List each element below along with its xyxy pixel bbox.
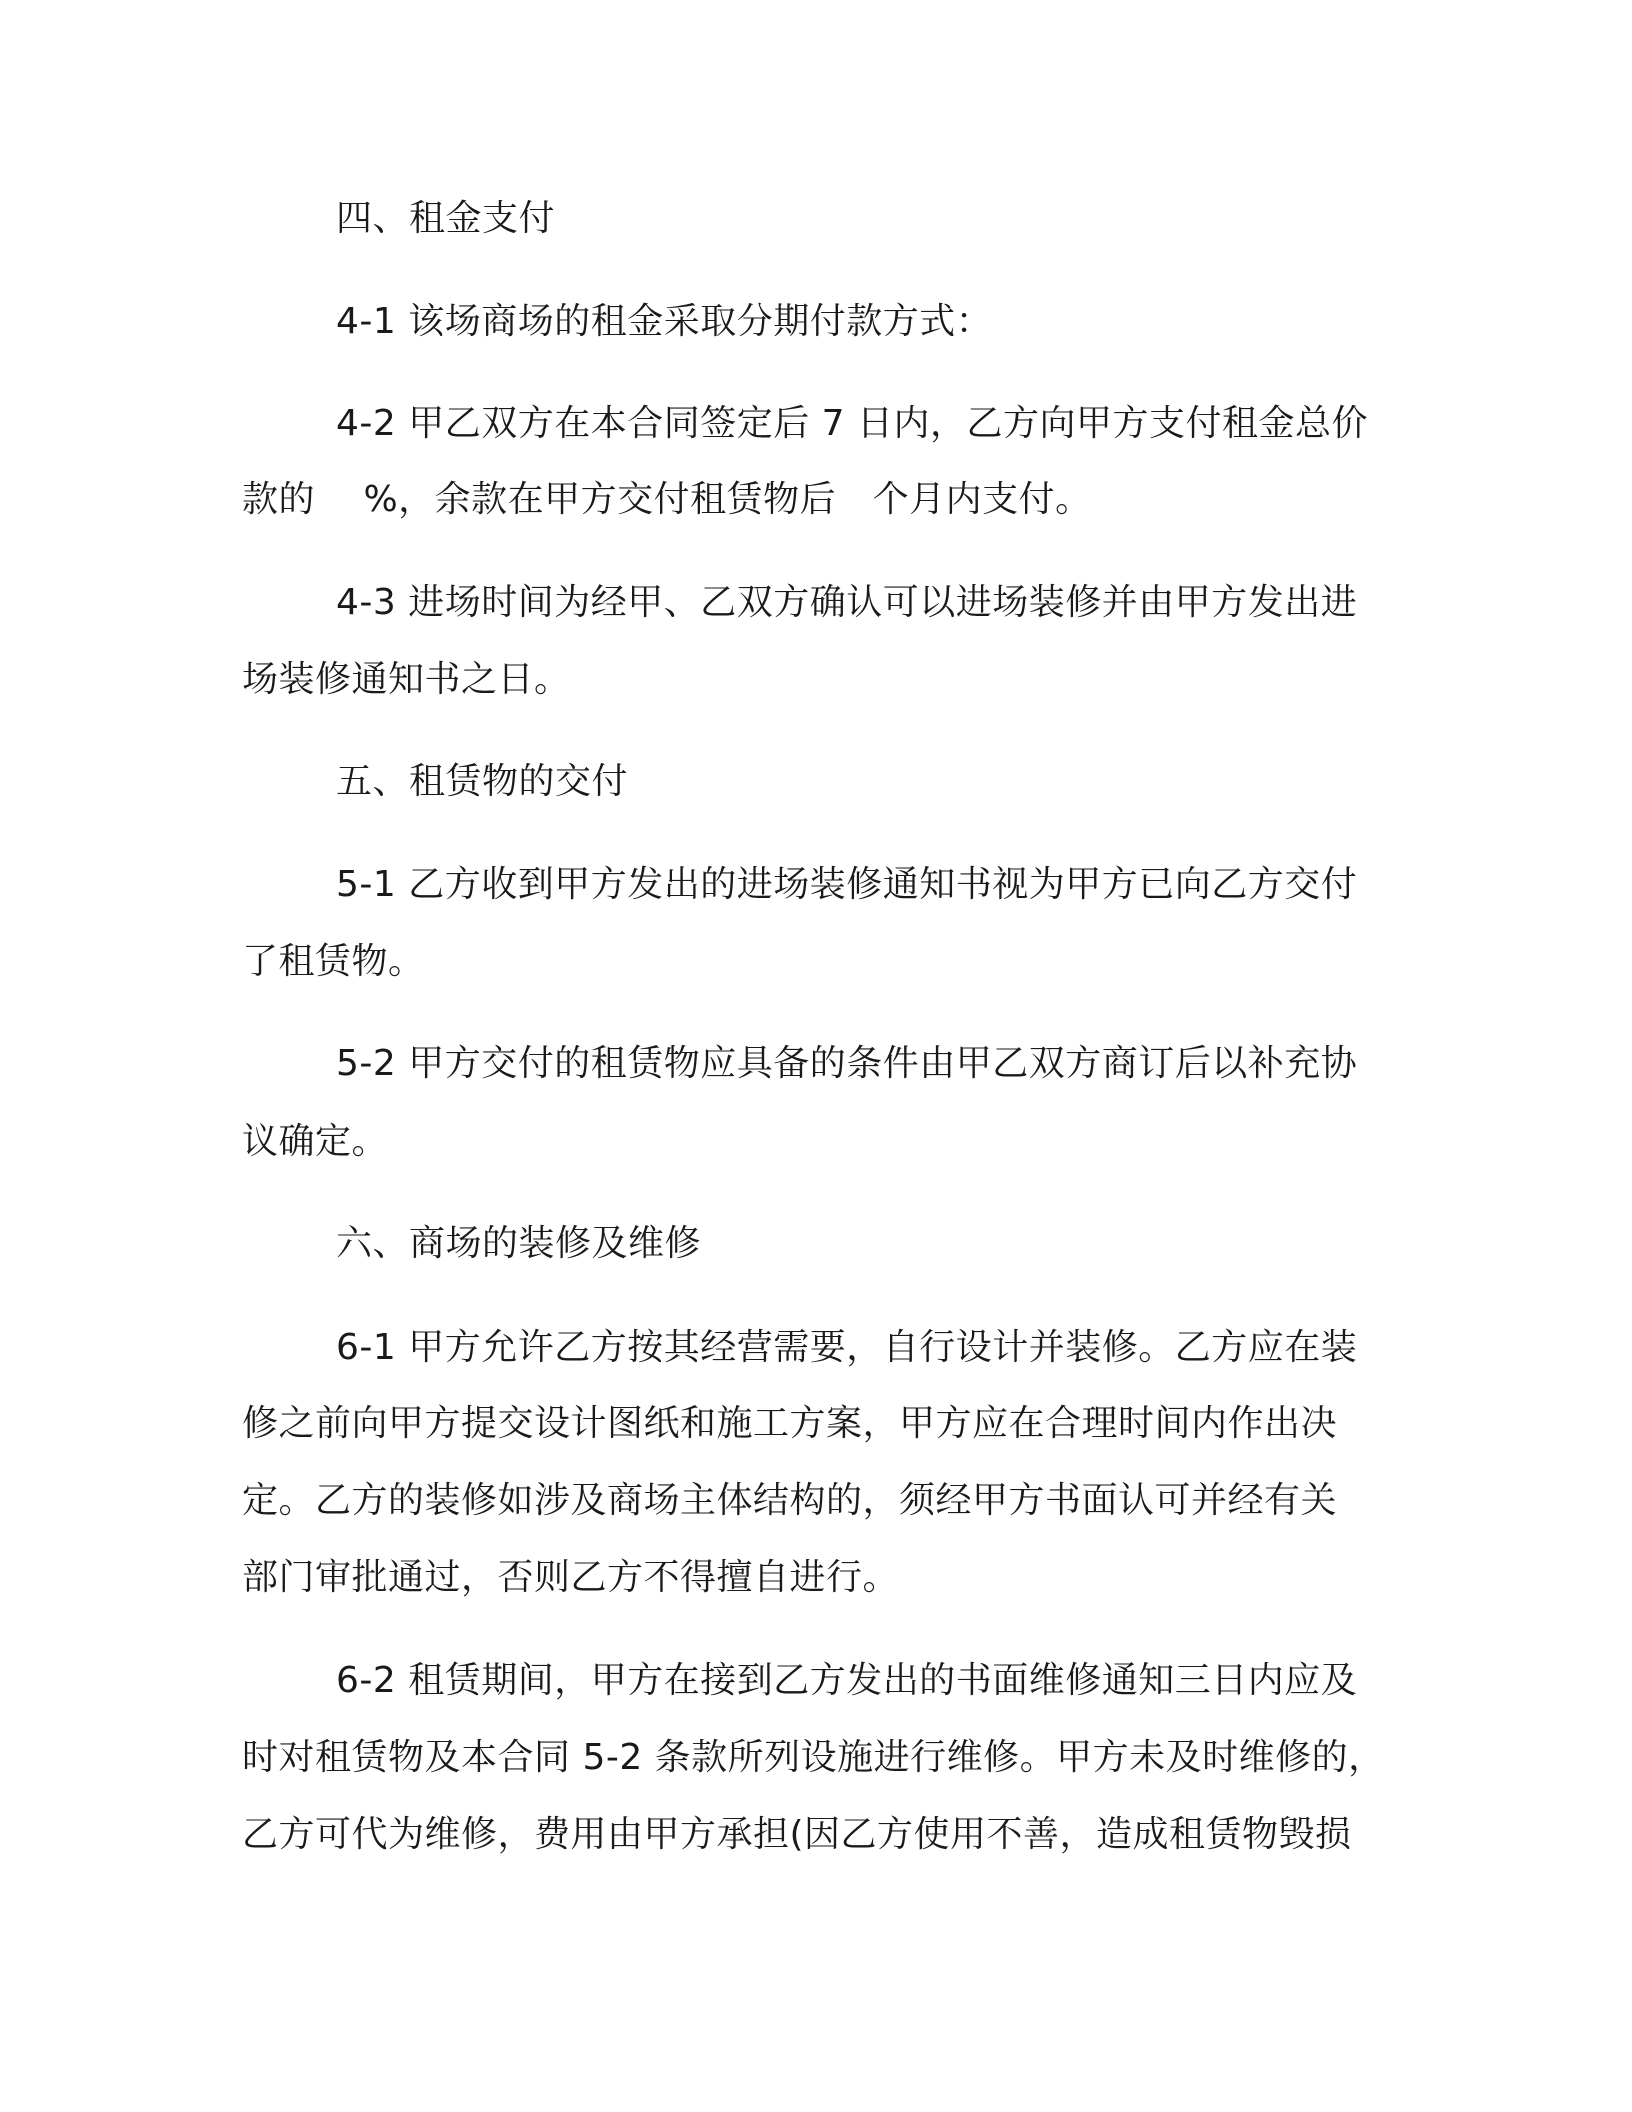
clause-4-2-line-1: 4-2 甲乙双方在本合同签定后 7 日内，乙方向甲方支付租金总价	[336, 403, 1369, 444]
clause-4-3-line-1: 4-3 进场时间为经甲、乙双方确认可以进场装修并由甲方发出进	[336, 582, 1358, 623]
clause-6-2-line-3: 乙方可代为维修，费用由甲方承担(因乙方使用不善，造成租赁物毁损	[242, 1814, 1352, 1855]
clause-4-3-line-2: 场装修通知书之日。	[242, 659, 571, 700]
section-heading-renovation: 六、商场的装修及维修	[336, 1223, 702, 1264]
clause-5-2-line-1: 5-2 甲方交付的租赁物应具备的条件由甲乙双方商订后以补充协	[336, 1043, 1358, 1084]
section-heading-delivery: 五、租赁物的交付	[336, 761, 629, 802]
clause-6-1-line-1: 6-1 甲方允许乙方按其经营需要，自行设计并装修。乙方应在装	[336, 1327, 1358, 1368]
clause-5-1-line-2: 了租赁物。	[242, 941, 425, 982]
clause-4-2-line-2: 款的 %，余款在甲方交付租赁物后 个月内支付。	[242, 479, 1092, 520]
clause-5-1-line-1: 5-1 乙方收到甲方发出的进场装修通知书视为甲方已向乙方交付	[336, 864, 1358, 905]
clause-4-1: 4-1 该场商场的租金采取分期付款方式：	[336, 301, 993, 342]
clause-5-2-line-2: 议确定。	[242, 1121, 389, 1162]
section-heading-rent-payment: 四、租金支付	[336, 198, 556, 239]
clause-6-1-line-2: 修之前向甲方提交设计图纸和施工方案，甲方应在合理时间内作出决	[242, 1403, 1338, 1444]
clause-6-2-line-1: 6-2 租赁期间，甲方在接到乙方发出的书面维修通知三日内应及	[336, 1660, 1358, 1701]
clause-6-1-line-4: 部门审批通过，否则乙方不得擅自进行。	[242, 1557, 900, 1598]
clause-6-1-line-3: 定。乙方的装修如涉及商场主体结构的，须经甲方书面认可并经有关	[242, 1480, 1338, 1521]
clause-6-2-line-2: 时对租赁物及本合同 5-2 条款所列设施进行维修。甲方未及时维修的，	[242, 1737, 1385, 1778]
